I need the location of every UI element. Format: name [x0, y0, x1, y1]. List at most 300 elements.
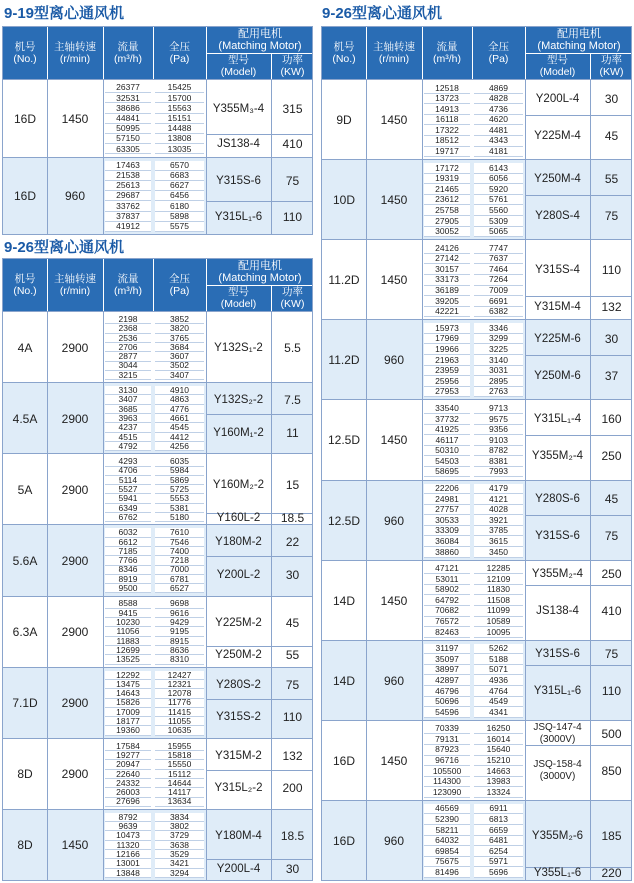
flow-value: 37837 — [105, 212, 151, 222]
header-divider — [47, 27, 48, 79]
pressure-value: 11099 — [474, 606, 523, 617]
pressure-value: 15550 — [155, 760, 204, 769]
pressure-value: 4869 — [474, 83, 523, 94]
fan-group — [3, 382, 312, 453]
motor-power: 75 — [285, 173, 300, 188]
motor-power: 75 — [604, 647, 619, 662]
pressure-value: 5560 — [474, 205, 523, 216]
motor-power: 22 — [285, 535, 300, 550]
motor-power: 75 — [604, 209, 619, 223]
header-no-line-1: (No.) — [13, 53, 37, 65]
shaft-speed: 1450 — [61, 111, 89, 126]
flow-value: 23959 — [424, 366, 470, 377]
fan-number: 5A — [17, 482, 33, 497]
motor-model — [206, 201, 271, 232]
flow-value: 24332 — [105, 779, 151, 788]
motor-model-line: Y250M-4 — [534, 172, 581, 185]
flow-value: 18512 — [424, 136, 470, 147]
flow-value: 12292 — [105, 671, 151, 680]
fan-group — [322, 399, 631, 479]
flow-value: 5114 — [105, 476, 151, 485]
pressure-value: 7637 — [474, 254, 523, 265]
fan-number: 5.6A — [12, 553, 38, 568]
shaft-speed: 960 — [383, 673, 405, 688]
header-no-line-1: (No.) — [332, 53, 356, 65]
flow-value: 23612 — [424, 195, 470, 206]
flow-value: 27696 — [105, 798, 151, 807]
pressure-value: 4028 — [474, 505, 523, 516]
motor-model — [206, 671, 271, 699]
pressure-value: 6627 — [155, 181, 204, 191]
pressure-value: 4256 — [155, 442, 204, 451]
header-model-line-0: 型号 — [228, 54, 249, 66]
flow-value: 13723 — [424, 94, 470, 105]
motor-model — [206, 600, 271, 647]
flow-value: 17584 — [105, 742, 151, 751]
flow-value: 13475 — [105, 680, 151, 689]
fan-number: 6.3A — [12, 625, 38, 640]
flow-value: 27953 — [424, 387, 470, 398]
flow-value: 18177 — [105, 717, 151, 726]
motor-power: 30 — [604, 332, 619, 347]
motor-model — [206, 134, 271, 154]
pressure-value: 3802 — [155, 822, 204, 831]
motor-model-line: Y315L₁-4 — [533, 413, 582, 426]
motor-model — [206, 414, 271, 451]
motor-model-line: Y160M₁-2 — [213, 426, 264, 439]
header-motor-line-1: (Matching Motor) — [537, 40, 621, 52]
pressure-value: 3407 — [155, 371, 204, 380]
pressure-value: 7264 — [474, 275, 523, 286]
flow-value: 9500 — [105, 584, 151, 593]
fan-group — [3, 79, 312, 157]
header-flow — [103, 27, 153, 79]
motor-model-line: Y355M₂-4 — [531, 568, 584, 581]
pressure-value: 4549 — [474, 697, 523, 708]
title-9-19: 9-19型离心通风机 — [4, 5, 125, 22]
motor-model-line: Y160M₂-2 — [212, 479, 265, 492]
pressure-value: 4863 — [155, 395, 204, 404]
pressure-value: 3502 — [155, 362, 204, 371]
pressure-value: 6035 — [155, 457, 204, 466]
header-pressure — [472, 27, 525, 79]
motor-model — [206, 556, 271, 593]
motor-model-line: Y225M-2 — [215, 616, 262, 629]
shaft-speed: 2900 — [61, 767, 89, 782]
flow-value: 15826 — [105, 699, 151, 708]
motor-model — [525, 665, 590, 718]
flow-value: 3215 — [105, 371, 151, 380]
pressure-value: 14488 — [155, 124, 204, 134]
header-divider — [590, 53, 591, 79]
shaft-speed: 1450 — [380, 273, 408, 288]
fan-group — [3, 596, 312, 667]
flow-value: 33762 — [105, 201, 151, 211]
motor-power: 160 — [601, 412, 622, 427]
flow-value: 36189 — [424, 286, 470, 297]
flow-value: 17009 — [105, 708, 151, 717]
pressure-value: 4910 — [155, 386, 204, 395]
pressure-value: 3615 — [474, 536, 523, 547]
pressure-value: 3421 — [155, 859, 204, 868]
header-flow — [103, 259, 153, 311]
pressure-value: 13808 — [155, 134, 204, 144]
flow-value: 87923 — [424, 745, 470, 756]
pressure-value: 6481 — [474, 836, 523, 847]
header-model-line-0: 型号 — [547, 54, 568, 66]
shaft-speed: 2900 — [61, 625, 89, 640]
column-divider — [206, 79, 207, 234]
pressure-value: 5575 — [155, 222, 204, 232]
pressure-value: 3607 — [155, 352, 204, 361]
pressure-value: 15955 — [155, 742, 204, 751]
pressure-value: 3785 — [474, 526, 523, 537]
flow-value: 2877 — [105, 352, 151, 361]
header-flow-line-0: 流量 — [117, 273, 139, 285]
motor-power: 410 — [601, 604, 622, 619]
flow-value: 19319 — [424, 174, 470, 185]
pressure-value: 4343 — [474, 136, 523, 147]
header-divider — [47, 259, 48, 311]
table-9-26-right — [321, 26, 632, 881]
pressure-value: 3140 — [474, 355, 523, 366]
fan-number: 12.5D — [327, 433, 361, 448]
motor-model — [525, 867, 590, 878]
pressure-value: 5065 — [474, 227, 523, 238]
column-divider — [47, 79, 48, 234]
pressure-value: 6056 — [474, 174, 523, 185]
fan-group — [3, 311, 312, 382]
pressure-value: 4736 — [474, 104, 523, 115]
fan-number: 16D — [13, 111, 36, 126]
shaft-speed: 1450 — [380, 433, 408, 448]
shaft-speed: 1450 — [61, 838, 89, 853]
header-pressure-line-1: (Pa) — [488, 53, 509, 65]
pressure-value: 15640 — [474, 745, 523, 756]
fan-number: 14D — [332, 673, 355, 688]
flow-value: 24981 — [424, 494, 470, 505]
header-pressure-line-1: (Pa) — [169, 285, 190, 297]
flow-value: 58211 — [424, 825, 470, 836]
pressure-value: 4412 — [155, 433, 204, 442]
fan-number: 16D — [332, 753, 355, 768]
fan-number: 8D — [17, 838, 33, 853]
flow-value: 21465 — [424, 184, 470, 195]
pressure-value: 15563 — [155, 103, 204, 113]
motor-power: 5.5 — [284, 340, 301, 355]
column-divider — [525, 79, 526, 880]
flow-value: 123090 — [424, 787, 470, 798]
header-divider — [206, 53, 313, 54]
pressure-value: 9429 — [155, 618, 204, 627]
pressure-value: 8915 — [155, 637, 204, 646]
pressure-value: 10095 — [474, 627, 523, 638]
pressure-value: 5188 — [474, 654, 523, 665]
motor-power: 410 — [282, 137, 303, 152]
pressure-value: 9356 — [474, 425, 523, 436]
motor-model-line: Y315L₁-6 — [533, 685, 582, 698]
pressure-value: 4936 — [474, 675, 523, 686]
table-header — [3, 259, 312, 311]
motor-model-line: JS138-4 — [536, 605, 579, 618]
pressure-value: 6180 — [155, 201, 204, 211]
motor-power: 45 — [285, 615, 300, 630]
flow-value: 52390 — [424, 814, 470, 825]
pressure-value: 5262 — [474, 644, 523, 655]
shaft-speed: 1450 — [380, 193, 408, 208]
motor-model-line: Y250M-6 — [534, 370, 581, 383]
flow-value: 33309 — [424, 526, 470, 537]
pressure-value: 4481 — [474, 125, 523, 136]
header-power-line-1: (KW) — [599, 66, 624, 78]
header-flow-line-0: 流量 — [436, 41, 458, 53]
table-header — [3, 27, 312, 79]
shaft-speed: 2900 — [61, 340, 89, 355]
pressure-value: 12285 — [474, 564, 523, 575]
motor-model — [525, 585, 590, 638]
motor-model-line: Y315M-2 — [215, 749, 262, 762]
shaft-speed: 2900 — [61, 411, 89, 426]
pressure-value: 7400 — [155, 547, 204, 556]
pressure-value: 5971 — [474, 857, 523, 868]
flow-value: 31197 — [424, 644, 470, 655]
pressure-value: 5381 — [155, 504, 204, 513]
motor-power: 7.5 — [284, 393, 301, 408]
header-model — [206, 53, 271, 79]
pressure-value: 3299 — [474, 334, 523, 345]
header-no-line-1: (No.) — [13, 285, 37, 297]
motor-model — [206, 315, 271, 380]
motor-power: 250 — [601, 567, 622, 582]
fan-group — [322, 640, 631, 720]
pressure-value: 11830 — [474, 585, 523, 596]
pressure-value: 15151 — [155, 114, 204, 124]
motor-model — [525, 195, 590, 237]
pressure-value: 10589 — [474, 617, 523, 628]
pressure-value: 4620 — [474, 115, 523, 126]
header-divider — [422, 27, 423, 79]
motor-model-line: Y200L-4 — [535, 92, 580, 105]
flow-value: 22206 — [424, 484, 470, 495]
pressure-value: 6691 — [474, 296, 523, 307]
flow-value: 46796 — [424, 686, 470, 697]
pressure-value: 4181 — [474, 147, 523, 158]
flow-value: 36084 — [424, 536, 470, 547]
flow-value: 6612 — [105, 538, 151, 547]
pressure-value: 9103 — [474, 435, 523, 446]
header-model-line-1: (Model) — [220, 298, 257, 310]
motor-model-line: JSQ-158-4 — [533, 759, 582, 771]
header-speed-line-1: (r/min) — [59, 285, 91, 297]
flow-value: 39205 — [424, 296, 470, 307]
pressure-value: 8381 — [474, 456, 523, 467]
fan-group — [3, 453, 312, 524]
flow-value: 42221 — [424, 307, 470, 318]
flow-value: 76572 — [424, 617, 470, 628]
fan-number: 14D — [332, 593, 355, 608]
motor-model-line: Y160L-2 — [216, 511, 261, 524]
pressure-value: 6570 — [155, 161, 204, 171]
pressure-value: 9195 — [155, 627, 204, 636]
pressure-value: 15700 — [155, 93, 204, 103]
header-no-line-0: 机号 — [333, 41, 355, 53]
fan-group — [322, 800, 631, 880]
pressure-value: 5071 — [474, 665, 523, 676]
shaft-speed: 2900 — [61, 553, 89, 568]
flow-value: 41925 — [424, 425, 470, 436]
motor-model — [206, 770, 271, 807]
motor-power: 30 — [604, 91, 619, 106]
header-power-line-1: (KW) — [280, 298, 305, 310]
motor-model-line: Y315L₂-2 — [214, 782, 263, 795]
header-motor-line-0: 配用电机 — [238, 28, 282, 40]
table-header — [322, 27, 631, 79]
motor-model-line: Y315S-6 — [535, 648, 580, 661]
motor-model — [525, 745, 590, 798]
pressure-value: 12109 — [474, 574, 523, 585]
motor-model-line: Y132S₁-2 — [214, 341, 263, 354]
pressure-value: 6659 — [474, 825, 523, 836]
header-speed — [47, 259, 103, 311]
pressure-value: 14117 — [155, 788, 204, 797]
flow-value: 54596 — [424, 707, 470, 718]
flow-value: 37732 — [424, 414, 470, 425]
pressure-value: 9575 — [474, 414, 523, 425]
fan-group — [322, 480, 631, 560]
flow-value: 8792 — [105, 813, 151, 822]
header-flow-line-1: (m³/h) — [433, 53, 461, 65]
fan-group — [3, 524, 312, 595]
header-speed-line-0: 主轴转速 — [54, 41, 96, 53]
flow-value: 38997 — [424, 665, 470, 676]
pressure-value: 6781 — [155, 575, 204, 584]
header-motor — [525, 27, 632, 53]
pressure-value: 11415 — [155, 708, 204, 717]
header-divider — [103, 27, 104, 79]
header-model-line-1: (Model) — [220, 66, 257, 78]
fan-number: 11.2D — [328, 353, 360, 368]
flow-value: 2368 — [105, 324, 151, 333]
flow-value: 35097 — [424, 654, 470, 665]
motor-power: 315 — [282, 101, 303, 116]
flow-value: 11056 — [105, 627, 151, 636]
pressure-value: 14663 — [474, 766, 523, 777]
pressure-value: 4661 — [155, 414, 204, 423]
pressure-value: 3346 — [474, 323, 523, 334]
motor-model-line: Y355M₂-6 — [531, 829, 584, 842]
flow-value: 3407 — [105, 395, 151, 404]
motor-model — [525, 435, 590, 477]
fan-number: 9D — [336, 113, 352, 128]
pressure-value: 6911 — [474, 804, 523, 815]
fan-group — [3, 738, 312, 809]
flow-value: 2706 — [105, 343, 151, 352]
flow-value: 13525 — [105, 655, 151, 664]
flow-value: 6349 — [105, 504, 151, 513]
pressure-value: 16250 — [474, 724, 523, 735]
pressure-value: 6813 — [474, 814, 523, 825]
flow-value: 32531 — [105, 93, 151, 103]
motor-model — [525, 163, 590, 195]
pressure-value: 3450 — [474, 547, 523, 558]
header-divider — [153, 259, 154, 311]
motor-model — [525, 115, 590, 157]
motor-model — [206, 386, 271, 414]
shaft-speed: 2900 — [61, 696, 89, 711]
header-model-line-0: 型号 — [228, 286, 249, 298]
motor-power: 850 — [601, 764, 622, 779]
flow-value: 50310 — [424, 446, 470, 457]
pressure-value: 11508 — [474, 595, 523, 606]
header-model — [206, 285, 271, 311]
flow-value: 25956 — [424, 376, 470, 387]
fan-group — [322, 159, 631, 239]
motor-model-line: Y280S-2 — [216, 678, 261, 691]
pressure-value: 3729 — [155, 831, 204, 840]
motor-model-line: Y180M-4 — [215, 830, 262, 843]
pressure-value: 5309 — [474, 216, 523, 227]
pressure-value: 6456 — [155, 191, 204, 201]
pressure-value: 12078 — [155, 689, 204, 698]
pressure-value: 4764 — [474, 686, 523, 697]
flow-value: 4706 — [105, 467, 151, 476]
flow-value: 57150 — [105, 134, 151, 144]
motor-model — [525, 243, 590, 296]
motor-model-line: Y315S-6 — [216, 174, 261, 187]
flow-value: 38860 — [424, 547, 470, 558]
motor-model-line: Y180M-2 — [215, 536, 262, 549]
motor-model-line: Y315M-4 — [534, 300, 581, 313]
flow-value: 20947 — [105, 760, 151, 769]
flow-value: 15973 — [424, 323, 470, 334]
flow-value: 4237 — [105, 423, 151, 432]
pressure-value: 3852 — [155, 315, 204, 324]
pressure-value: 6527 — [155, 584, 204, 593]
pressure-value: 3529 — [155, 850, 204, 859]
flow-value: 25613 — [105, 181, 151, 191]
flow-value: 46117 — [424, 435, 470, 446]
shaft-speed: 960 — [383, 833, 405, 848]
motor-model-line: Y200L-2 — [216, 568, 261, 581]
flow-value: 30157 — [424, 264, 470, 275]
motor-power: 18.5 — [280, 829, 305, 844]
header-speed — [366, 27, 422, 79]
flow-value: 19966 — [424, 344, 470, 355]
pressure-value: 13324 — [474, 787, 523, 798]
motor-model — [525, 323, 590, 355]
column-divider — [47, 311, 48, 880]
header-motor-line-0: 配用电机 — [238, 260, 282, 272]
shaft-speed: 1450 — [380, 753, 408, 768]
motor-power: 250 — [601, 449, 622, 464]
fan-group — [3, 809, 312, 880]
column-divider — [590, 79, 591, 880]
header-divider — [271, 53, 272, 79]
pressure-value: 3834 — [155, 813, 204, 822]
motor-model-line: JSQ-147-4 — [533, 722, 582, 734]
header-speed-line-0: 主轴转速 — [54, 273, 96, 285]
flow-value: 38686 — [105, 103, 151, 113]
flow-value: 30533 — [424, 515, 470, 526]
pressure-value: 10635 — [155, 726, 204, 735]
pressure-value: 4776 — [155, 405, 204, 414]
column-divider — [206, 311, 207, 880]
shaft-speed: 1450 — [380, 113, 408, 128]
flow-value: 33173 — [424, 275, 470, 286]
flow-value: 4792 — [105, 442, 151, 451]
pressure-value: 3225 — [474, 344, 523, 355]
flow-value: 26003 — [105, 788, 151, 797]
